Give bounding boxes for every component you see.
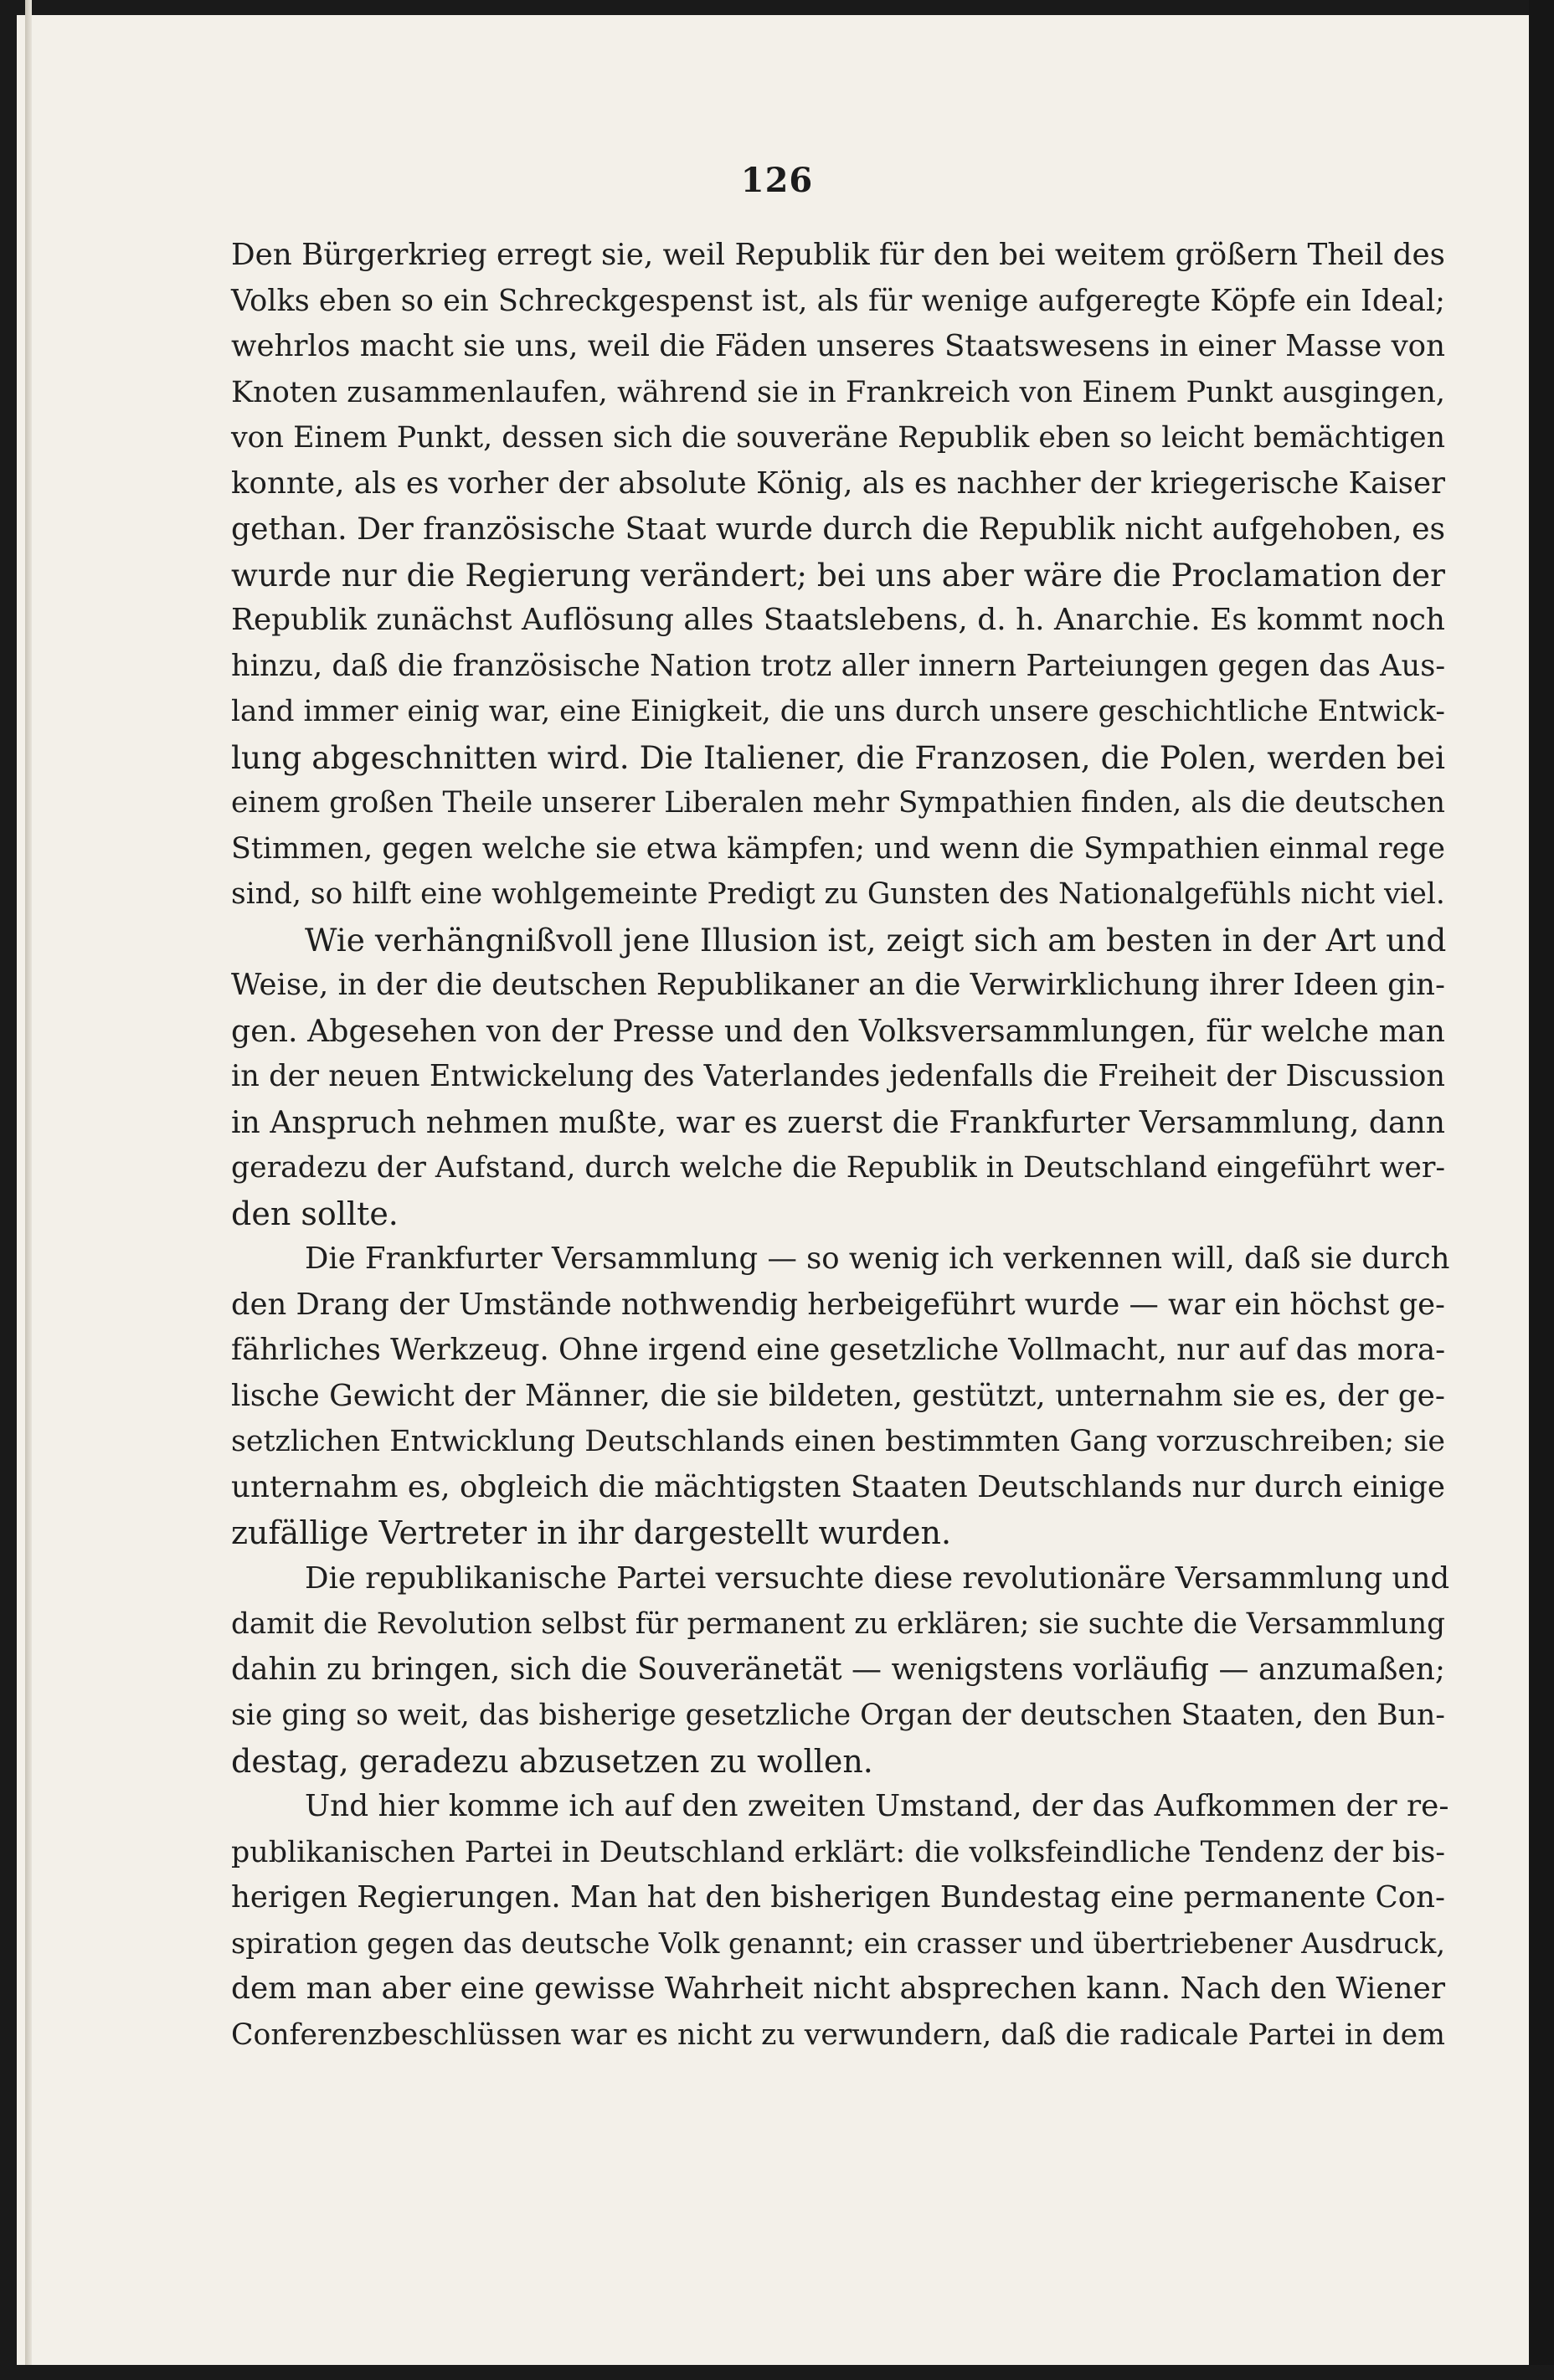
paragraph — [231, 1236, 1450, 1556]
scan-edge-right — [1529, 0, 1554, 2380]
text-line: damit die Revolution selbst für permanent zu erklären; sie suchte die Versammlung — [231, 1607, 1445, 1641]
text-line: dem man aber eine gewisse Wahrheit nicht absprechen kann. Nach den Wiener — [231, 1971, 1445, 2006]
text-line: land immer einig war, eine Einigkeit, die uns durch unsere geschichtliche Entwick- — [231, 695, 1445, 728]
text-line: Conferenzbeschlüssen war es nicht zu verwundern, daß die radicale Partei in dem — [231, 2018, 1445, 2052]
text-line: Knoten zusammenlaufen, während sie in Frankreich von Einem Punkt ausgingen, — [231, 374, 1445, 409]
page-gutter — [25, 0, 32, 2380]
text-line: sie ging so weit, das bisherige gesetzliche Organ der deutschen Staaten, den Bun- — [231, 1699, 1445, 1732]
text-line: lung abgeschnitten wird. Die Italiener, die Franzosen, die Polen, werden bei — [231, 738, 1445, 776]
scan-edge-bottom — [0, 2365, 1554, 2380]
text-line: lische Gewicht der Männer, die sie bildeten, gestützt, unternahm sie es, der ge- — [231, 1378, 1445, 1413]
text-line: Weise, in der die deutschen Republikaner an die Verwirklichung ihrer Ideen gin- — [231, 968, 1445, 1002]
text-line: fährliches Werkzeug. Ohne irgend eine gesetzliche Vollmacht, nur auf das mora- — [231, 1333, 1446, 1367]
text-line: konnte, als es vorher der absolute König, als es nachher der kriegerische Kaiser — [231, 465, 1445, 501]
paragraph — [231, 918, 1445, 1237]
text-line: den sollte. — [231, 1195, 399, 1232]
scan-edge-left — [0, 0, 17, 2380]
text-line: unternahm es, obgleich die mächtigsten Staaten Deutschlands nur durch einige — [231, 1469, 1445, 1504]
paragraph — [231, 1556, 1450, 1785]
text-line: zufällige Vertreter in ihr dargestellt wurden. — [231, 1514, 952, 1551]
text-line: destag, geradezu abzusetzen zu wollen. — [231, 1742, 873, 1780]
text-line: wurde nur die Regierung verändert; bei uns aber wäre die Proclamation der — [231, 556, 1445, 594]
body-text — [231, 233, 1450, 2058]
text-line: setzlichen Entwicklung Deutschlands einen bestimmten Gang vorzuschreiben; sie — [231, 1425, 1445, 1458]
text-line: spiration gegen das deutsche Volk genannt; ein crasser und übertriebener Ausdruck, — [231, 1926, 1445, 1960]
text-line: einem großen Theile unserer Liberalen mehr Sympathien finden, als die deutschen — [231, 786, 1445, 820]
text-line: publikanischen Partei in Deutschland erklärt: die volksfeindliche Tendenz der bis- — [231, 1835, 1445, 1869]
page-number: 126 — [740, 161, 814, 200]
text-line: Volks eben so ein Schreckgespenst ist, als für wenige aufgeregte Köpfe ein Ideal; — [231, 283, 1445, 318]
scan-edge-top — [0, 0, 1554, 15]
text-line: herigen Regierungen. Man hat den bisherigen Bundestag eine permanente Con- — [231, 1880, 1445, 1915]
paragraph — [231, 233, 1445, 918]
text-line: Und hier komme ich auf den zweiten Umstand, der das Aufkommen der re- — [305, 1789, 1449, 1823]
text-line: Wie verhängnißvoll jene Illusion ist, zeigt sich am besten in der Art und — [305, 921, 1447, 959]
text-line: gethan. Der französische Staat wurde durch die Republik nicht aufgehoben, es — [231, 511, 1445, 547]
text-line: gen. Abgesehen von der Presse und den Volksversammlungen, für welche man — [231, 1012, 1445, 1049]
text-line: in Anspruch nehmen mußte, war es zuerst die Frankfurter Versammlung, dann — [231, 1103, 1445, 1140]
text-line: den Drang der Umstände nothwendig herbeigeführt wurde — war ein höchst ge- — [231, 1287, 1445, 1322]
text-line: Republik zunächst Auflösung alles Staatslebens, d. h. Anarchie. Es kommt noch — [231, 603, 1445, 637]
text-line: dahin zu bringen, sich die Souveränetät — wenigstens vorläufig — anzumaßen; — [231, 1652, 1445, 1687]
text-line: hinzu, daß die französische Nation trotz aller innern Parteiungen gegen das Aus- — [231, 648, 1446, 683]
text-line: Den Bürgerkrieg erregt sie, weil Republik für den bei weitem größern Theil des — [231, 238, 1445, 272]
text-line: sind, so hilft eine wohlgemeinte Predigt zu Gunsten des Nationalgefühls nicht viel. — [231, 877, 1445, 911]
text-line: wehrlos macht sie uns, weil die Fäden unseres Staatswesens in einer Masse von — [231, 329, 1445, 363]
text-line: Stimmen, gegen welche sie etwa kämpfen; und wenn die Sympathien einmal rege — [231, 831, 1445, 866]
text-line: in der neuen Entwickelung des Vaterlandes jedenfalls die Freiheit der Discussion — [231, 1059, 1445, 1093]
paragraph — [231, 1784, 1449, 2058]
text-line: Die republikanische Partei versuchte diese revolutionäre Versammlung und — [305, 1560, 1450, 1596]
text-line: geradezu der Aufstand, durch welche die Republik in Deutschland eingeführt wer- — [231, 1151, 1446, 1185]
text-line: Die Frankfurter Versammlung — so wenig ich verkennen will, daß sie durch — [305, 1241, 1450, 1276]
text-line: von Einem Punkt, dessen sich die souveräne Republik eben so leicht bemächtigen — [231, 421, 1445, 455]
